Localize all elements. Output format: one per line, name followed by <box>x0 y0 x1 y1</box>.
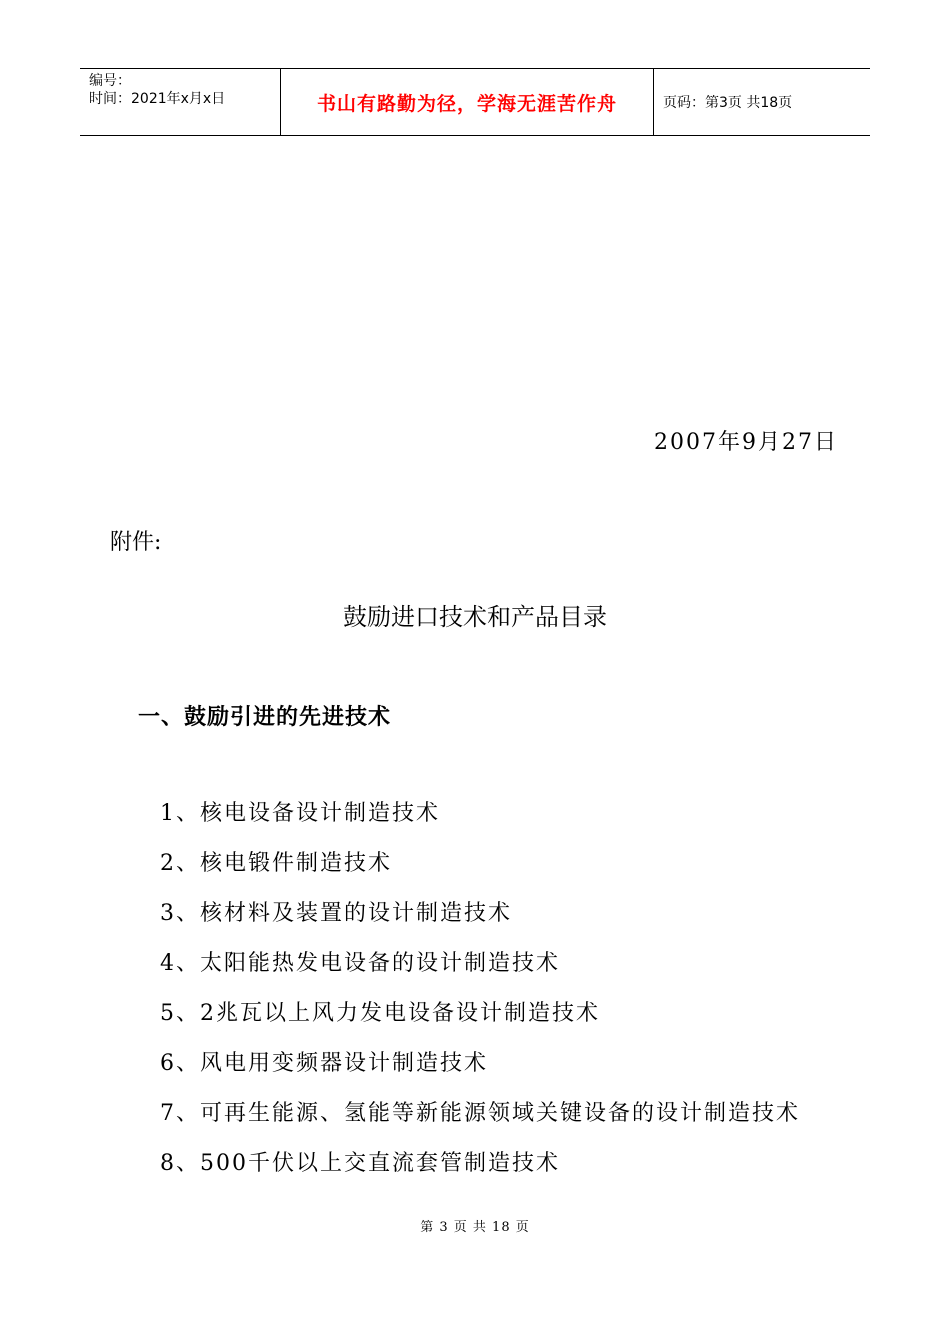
header-page-info: 页码：第3页 共18页 <box>663 95 793 111</box>
page-header <box>80 68 870 136</box>
header-number-label: 编号： <box>89 73 131 89</box>
document-title: 鼓励进口技术和产品目录 <box>343 603 607 631</box>
document-date: 2007年9月27日 <box>654 430 838 455</box>
list-item: 5、2兆瓦以上风力发电设备设计制造技术 <box>160 1001 600 1026</box>
list-item: 4、太阳能热发电设备的设计制造技术 <box>160 951 560 976</box>
page-footer: 第 3 页 共 18 页 <box>420 1220 530 1235</box>
attachment-label: 附件: <box>110 530 162 555</box>
header-meta <box>80 69 281 135</box>
list-item: 6、风电用变频器设计制造技术 <box>160 1051 488 1076</box>
list-item: 3、核材料及装置的设计制造技术 <box>160 901 512 926</box>
list-item: 1、核电设备设计制造技术 <box>160 801 440 826</box>
section-heading: 一、鼓励引进的先进技术 <box>138 705 392 730</box>
header-time-label: 时间：2021年x月x日 <box>89 91 226 107</box>
list-item: 2、核电锻件制造技术 <box>160 851 392 876</box>
header-motto: 书山有路勤为径，学海无涯苦作舟 <box>281 69 654 135</box>
list-item: 8、500千伏以上交直流套管制造技术 <box>160 1151 560 1176</box>
technology-list <box>160 798 800 1198</box>
list-item: 7、可再生能源、氢能等新能源领域关键设备的设计制造技术 <box>160 1101 800 1126</box>
